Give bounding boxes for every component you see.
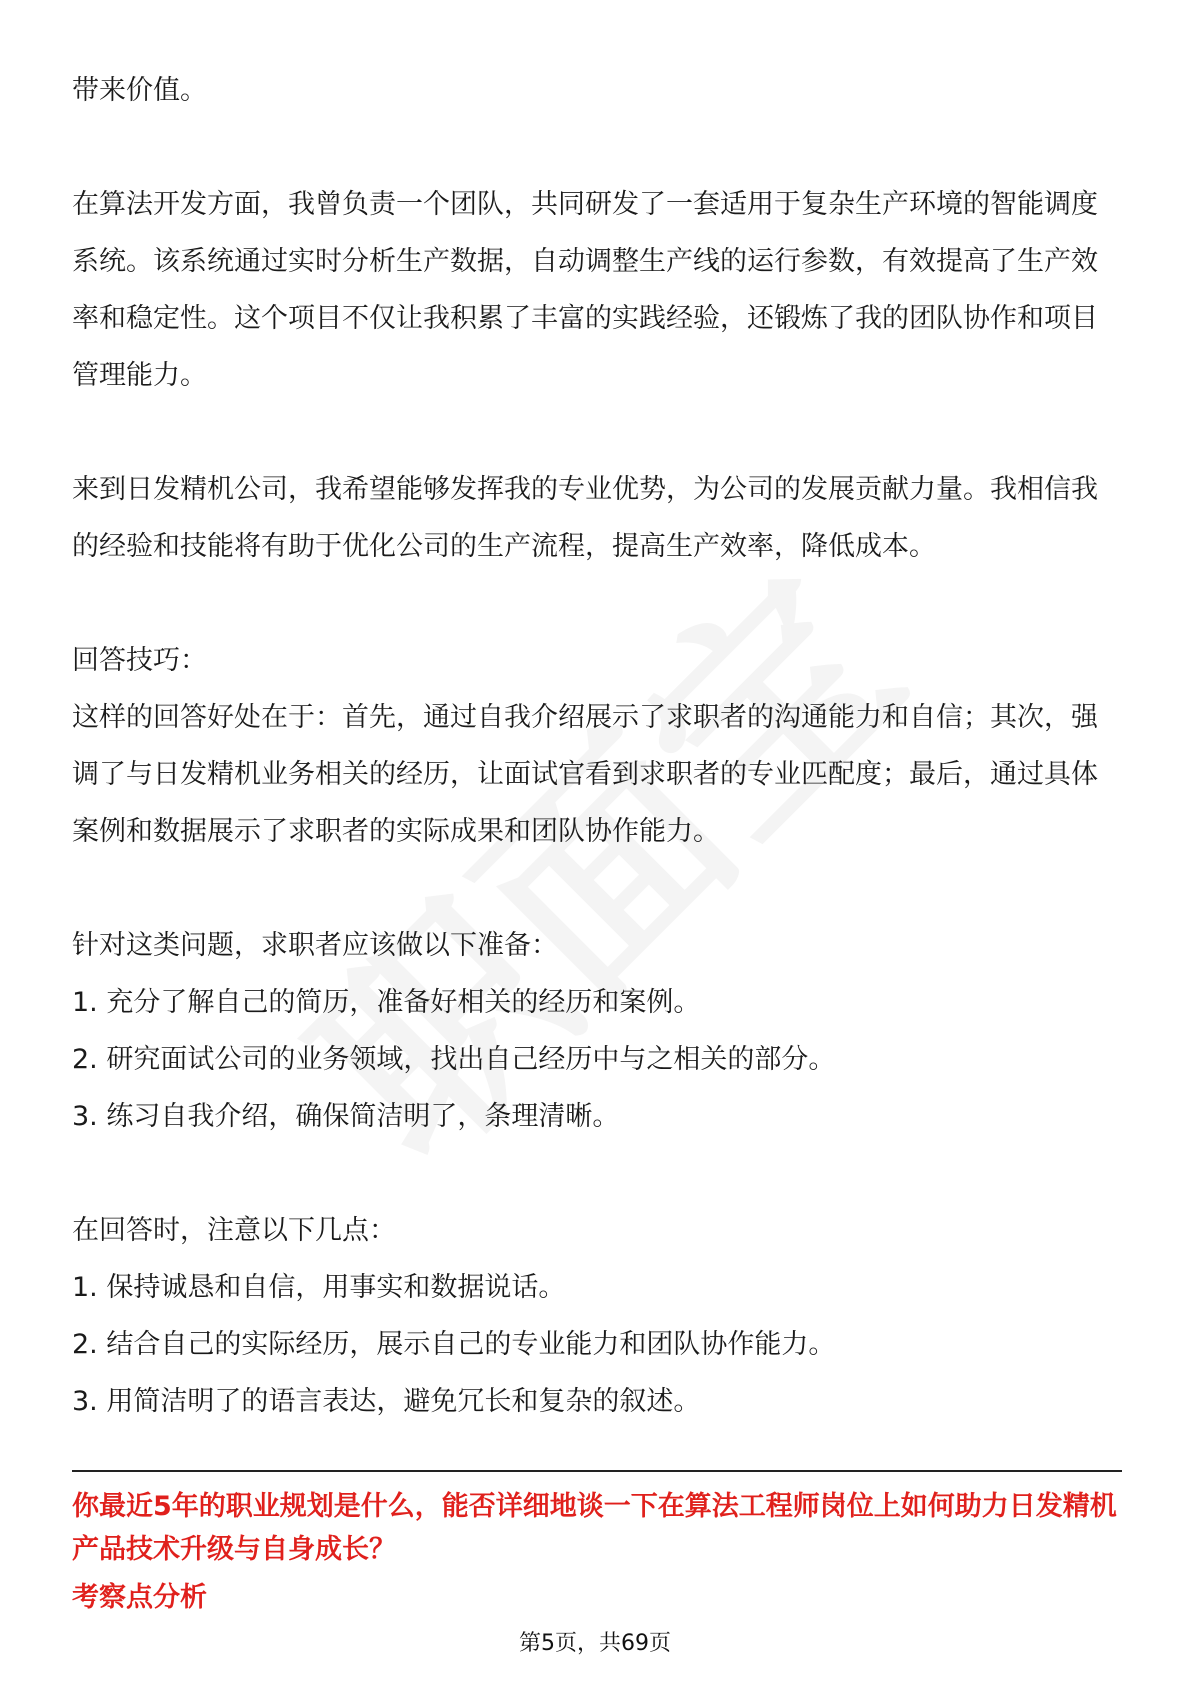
page-number: 第5页，共69页 — [519, 1631, 671, 1656]
preparation-item: 2. 研究面试公司的业务领域，找出自己经历中与之相关的部分。 — [72, 1044, 836, 1075]
tips-heading: 回答技巧： — [72, 645, 207, 676]
attention-item: 1. 保持诚恳和自信，用事实和数据说话。 — [72, 1272, 566, 1303]
document-body — [72, 62, 1122, 1430]
paragraph-continuation: 带来价值。 — [72, 75, 207, 106]
paragraph-algorithm-development: 在算法开发方面，我曾负责一个团队，共同研发了一套适用于复杂生产环境的智能调度系统。该系统通过实时分析生产数据，自动调整生产线的运行参数，有效提高了生产效率和稳定性。这个项目不仅让我积累了丰富的实践经验，还锻炼了我的团队协作和项目管理能力。 — [72, 189, 1098, 391]
attention-heading: 在回答时，注意以下几点： — [72, 1215, 396, 1246]
tips-body: 这样的回答好处在于：首先，通过自我介绍展示了求职者的沟通能力和自信；其次，强调了与日发精机业务相关的经历，让面试官看到求职者的专业匹配度；最后，通过具体案例和数据展示了求职者的实际成果和团队协作能力。 — [72, 702, 1098, 847]
preparation-item: 1. 充分了解自己的简历，准备好相关的经历和案例。 — [72, 987, 701, 1018]
analysis-heading: 考察点分析 — [72, 1582, 207, 1613]
section-divider — [72, 1470, 1122, 1472]
attention-item: 3. 用简洁明了的语言表达，避免冗长和复杂的叙述。 — [72, 1386, 701, 1417]
paragraph-company-motivation: 来到日发精机公司，我希望能够发挥我的专业优势，为公司的发展贡献力量。我相信我的经验和技能将有助于优化公司的生产流程，提高生产效率，降低成本。 — [72, 474, 1098, 562]
next-question-title: 你最近5年的职业规划是什么，能否详细地谈一下在算法工程师岗位上如何助力日发精机产品技术升级与自身成长？ — [72, 1491, 1117, 1565]
preparation-item: 3. 练习自我介绍，确保简洁明了，条理清晰。 — [72, 1101, 620, 1132]
attention-item: 2. 结合自己的实际经历，展示自己的专业能力和团队协作能力。 — [72, 1329, 836, 1360]
preparation-heading: 针对这类问题，求职者应该做以下准备： — [72, 930, 558, 961]
